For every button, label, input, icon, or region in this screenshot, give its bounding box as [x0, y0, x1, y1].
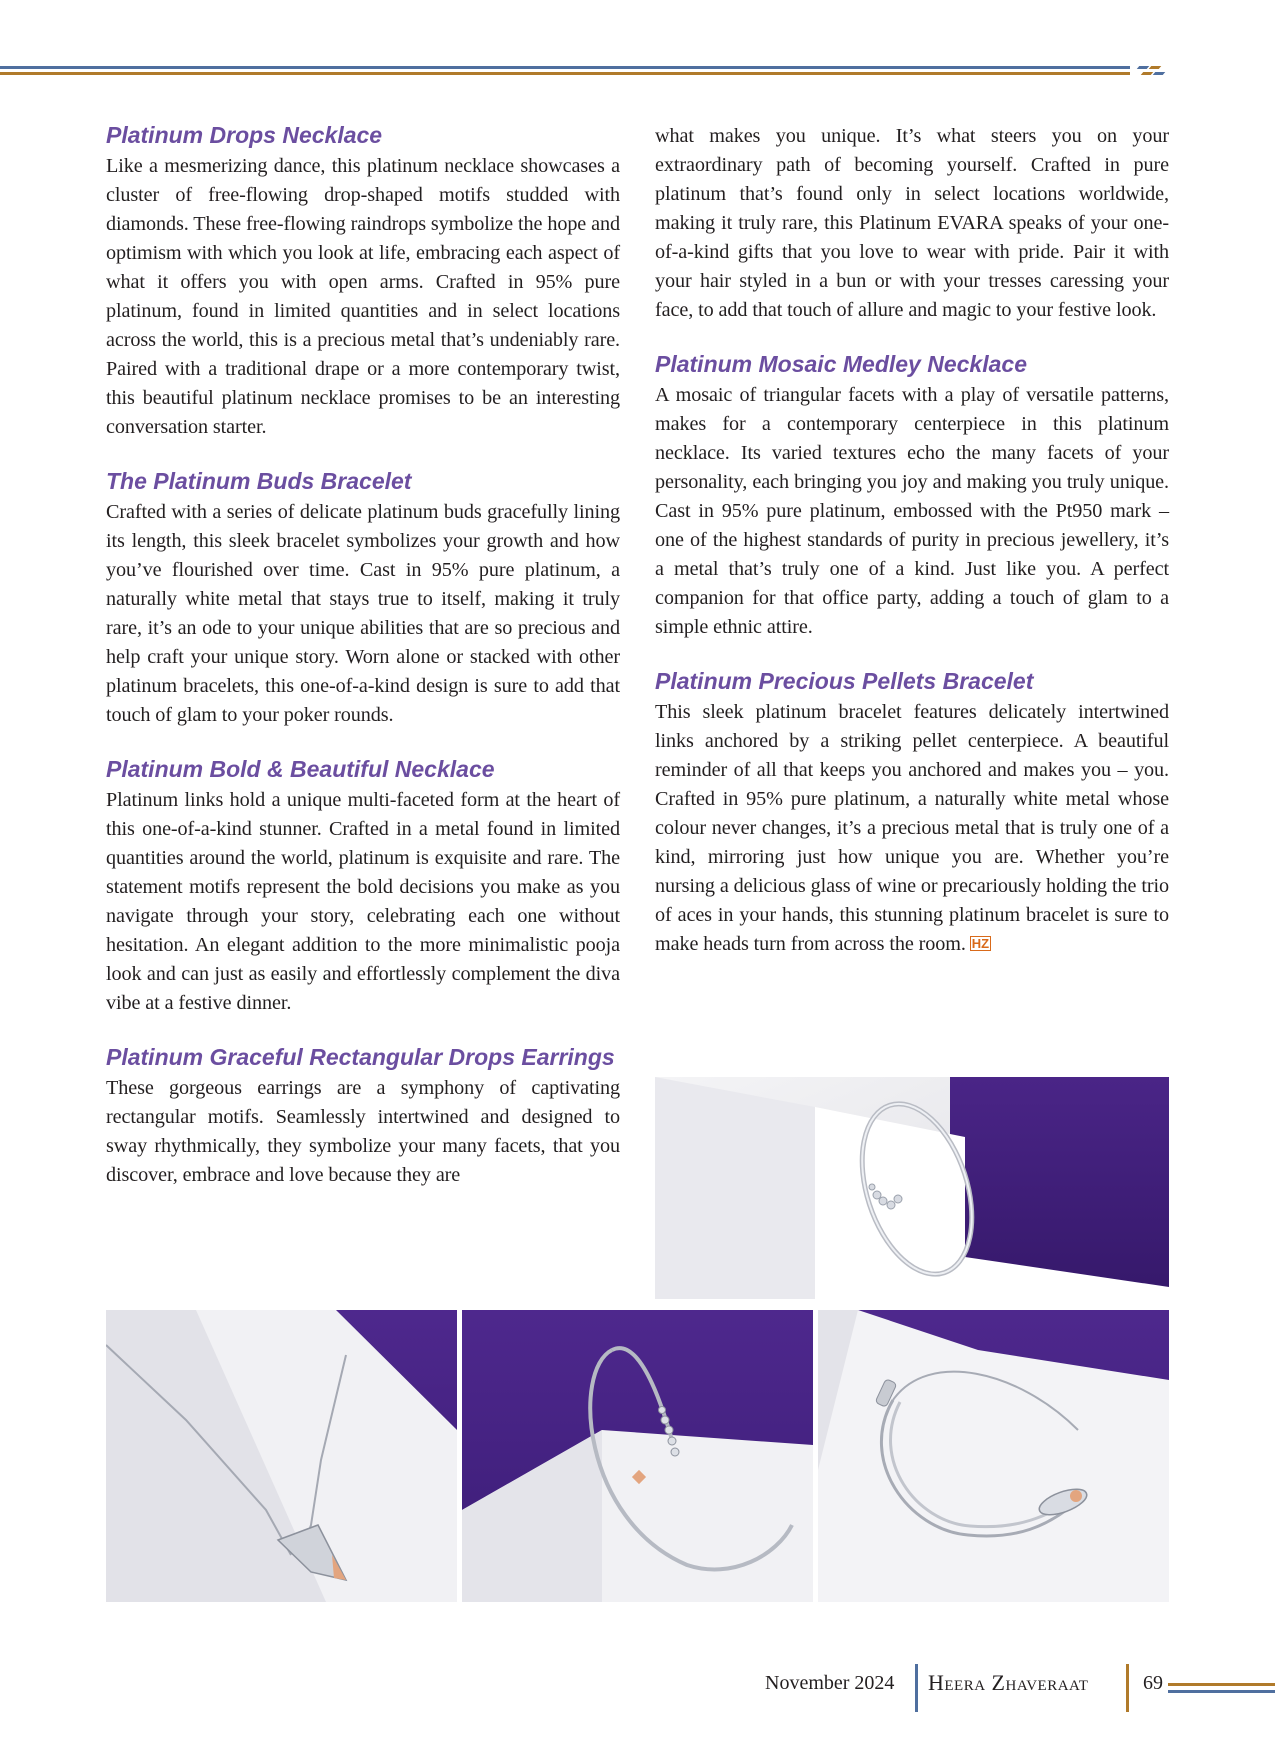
photo-pellets-bracelet — [818, 1310, 1169, 1602]
article-section — [655, 666, 1169, 959]
continuation-body: what makes you unique. It’s what steers you on your extraordinary path of becoming yourself. Crafted in pure platinum that’s found only in select locations worldwide, making it truly rare, this Platinum EVARA speaks of your one-of-a-kind gifts that you love to wear with pride. Pair it with your hair styled in a bun or with your tresses caressing your face, to add that touch of allure and magic to your festive look. — [655, 125, 1169, 321]
section-body: A mosaic of triangular facets with a play of versatile patterns, makes for a contemporary centerpiece in this platinum necklace. Its varied textures echo the many facets of your personality, each bringing you joy and making you truly unique. Cast in 95% pure platinum, embossed with the Pt950 mark – one of the highest standards of purity in precious jewellery, it’s a metal that’s truly one of a kind. Just like you. A perfect companion for that office party, adding a touch of glam to a simple ethnic attire. — [655, 384, 1169, 638]
section-body-text: This sleek platinum bracelet features delicately intertwined links anchored by a striking pellet centerpiece. A beautiful reminder of all that keeps you anchored and makes you – you. Crafted in 95% pure platinum, a naturally white metal whose colour never changes, it’s a precious metal that is truly one of a kind, mirroring just how unique you are. Whether you’re nursing a delicious glass of wine or precariously holding the trio of aces in your hands, this stunning platinum bracelet is sure to make heads turn from across the room. — [655, 701, 1169, 955]
section-body: These gorgeous earrings are a symphony of captivating rectangular motifs. Seamlessly intertwined and designed to sway rhythmically, they symbolize your many facets, that you discover, embrace and love because they are — [106, 1077, 620, 1186]
section-heading: Platinum Bold & Beautiful Necklace — [106, 756, 495, 782]
footer-rule — [1168, 1683, 1275, 1686]
section-heading: Platinum Drops Necklace — [106, 122, 383, 148]
section-heading: Platinum Precious Pellets Bracelet — [655, 668, 1034, 694]
section-body: Like a mesmerizing dance, this platinum necklace showcases a cluster of free-flowing drop-shaped motifs studded with diamonds. These free-flowing raindrops symbolize the hope and optimism with which you look at life, embracing each aspect of what it offers you with open arms. Crafted in 95% pure platinum, found in limited quantities and in select locations across the world, this is a precious metal that’s undeniably rare. Paired with a traditional drape or a more contemporary twist, this beautiful platinum necklace promises to be an interesting conversation starter. — [106, 155, 620, 438]
article-section — [106, 120, 620, 442]
right-column — [655, 122, 1169, 983]
article-continuation — [655, 122, 1169, 325]
top-rule — [0, 66, 1130, 76]
section-heading: Platinum Graceful Rectangular Drops Earrings — [106, 1044, 615, 1070]
rule-dash — [1149, 66, 1162, 69]
section-body: Platinum links hold a unique multi-faceted form at the heart of this one-of-a-kind stunner. Crafted in a metal found in limited quantities around the world, platinum is exquisite and rare. The statement motifs represent the bold decisions you make as you navigate through your story, celebrating each one without hesitation. An elegant addition to the more minimalistic pooja look and can just as easily and effortlessly complement the diva vibe at a festive dinner. — [106, 789, 620, 1014]
photo-drops-necklace — [106, 1310, 457, 1602]
section-heading: Platinum Mosaic Medley Necklace — [655, 351, 1027, 377]
footer-magazine-name: Heera Zhaveraat — [928, 1670, 1089, 1695]
footer-date: November 2024 — [765, 1672, 895, 1694]
section-body — [655, 698, 1169, 959]
left-column — [106, 120, 620, 1214]
section-body: Crafted with a series of delicate platinum buds gracefully lining its length, this sleek bracelet symbolizes your growth and how you’ve flourished over time. Cast in 95% pure platinum, a naturally white metal that stays true to itself, making it truly rare, it’s an ode to your unique abilities that are so precious and help craft your unique story. Worn alone or stacked with other platinum bracelets, this one-of-a-kind design is sure to add that touch of glam to your poker rounds. — [106, 501, 620, 726]
footer-page-number: 69 — [1143, 1672, 1163, 1694]
hz-end-mark: HZ — [971, 936, 989, 951]
footer-rule — [1168, 1690, 1275, 1693]
article-section — [106, 754, 620, 1018]
footer-separator — [915, 1664, 918, 1712]
photo-bangle-bracelet — [655, 1077, 1169, 1299]
rule-dash — [1153, 72, 1166, 75]
article-section — [106, 1042, 620, 1190]
photo-buds-bracelet — [462, 1310, 813, 1602]
article-section — [106, 466, 620, 730]
footer-separator — [1126, 1664, 1129, 1712]
section-heading: The Platinum Buds Bracelet — [106, 468, 412, 494]
article-section — [655, 349, 1169, 642]
